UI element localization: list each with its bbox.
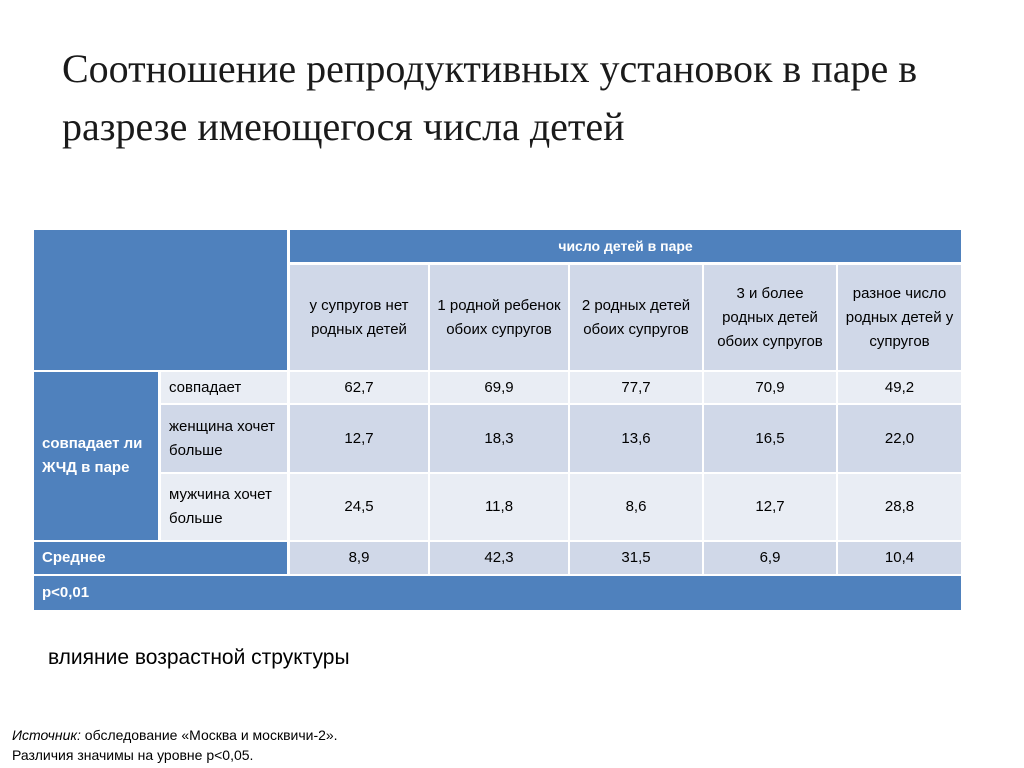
table-cell: 16,5 [704,405,836,472]
table-cell: 13,6 [570,405,702,472]
table-cell: 6,9 [704,542,836,574]
table-cell: 22,0 [838,405,961,472]
table-cell: 42,3 [430,542,568,574]
column-header: 3 и более родных детей обоих супругов [704,265,836,370]
column-header: у супругов нет родных детей [290,265,428,370]
row-label: мужчина хочет больше [161,474,287,540]
row-label: совпадает [161,372,287,403]
column-header: разное число родных детей у супругов [838,265,961,370]
average-label: Среднее [34,542,287,574]
table-cell: 12,7 [290,405,428,472]
table-cell: 70,9 [704,372,836,403]
column-header: 1 родной ребенок обоих супругов [430,265,568,370]
table-cell: 10,4 [838,542,961,574]
source-text: обследование «Москва и москвичи-2». [80,727,338,743]
source-line-2: Различия значимы на уровне p<0,05. [12,747,254,763]
table-cell: 69,9 [430,372,568,403]
column-header: 2 родных детей обоих супругов [570,265,702,370]
corner-header-cell [34,230,287,370]
table-cell: 8,6 [570,474,702,540]
source-line-1 [12,725,338,745]
table-cell: 49,2 [838,372,961,403]
table-cell: 18,3 [430,405,568,472]
source-label: Источник: [12,727,81,743]
table-cell: 31,5 [570,542,702,574]
data-table [34,230,961,610]
table-cell: 77,7 [570,372,702,403]
table-cell: 28,8 [838,474,961,540]
table-cell: 62,7 [290,372,428,403]
row-group-label: совпадает ли ЖЧД в паре [34,372,158,540]
table-cell: 8,9 [290,542,428,574]
source-note [12,725,338,765]
slide-title: Соотношение репродуктивных установок в паре в разрезе имеющегося числа детей [62,46,918,149]
table-cell: 12,7 [704,474,836,540]
table-cell: 24,5 [290,474,428,540]
note-text: влияние возрастной структуры [48,646,350,669]
significance-footer: p<0,01 [34,576,961,610]
table-cell: 11,8 [430,474,568,540]
row-label: женщина хочет больше [161,405,287,472]
group-header-cell: число детей в паре [290,230,961,262]
